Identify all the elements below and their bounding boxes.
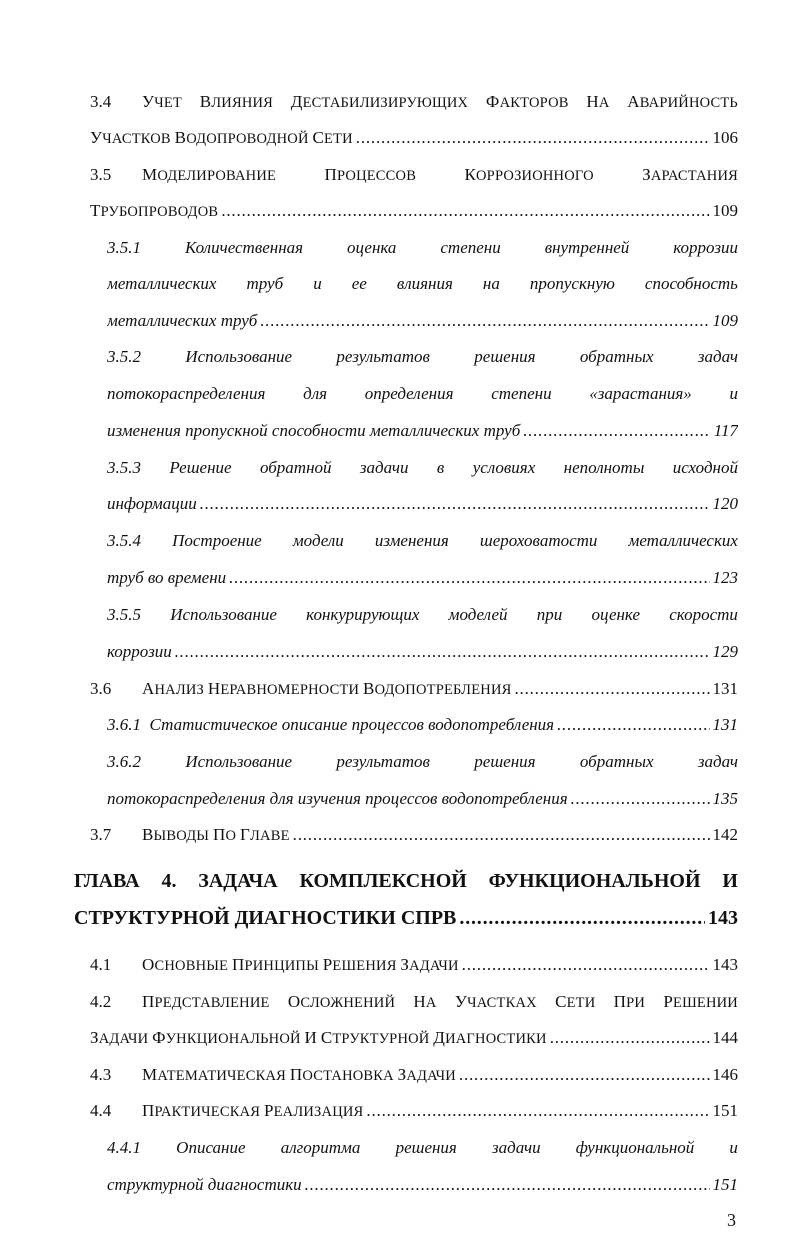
leader-dots	[175, 640, 710, 664]
leader-dots	[550, 1026, 710, 1050]
toc-entry-3-5-5-line2[interactable]: коррозии ..... 129	[107, 640, 738, 664]
toc-entry-3-4-line2[interactable]: УЧАСТКОВ ВОДОПРОВОДНОЙ СЕТИ ..... 106	[90, 126, 738, 150]
leader-dots	[462, 953, 710, 977]
section-number: 4.1	[90, 955, 112, 974]
leader-dots	[260, 309, 709, 333]
page-ref: 144	[712, 1028, 738, 1047]
toc-entry-3-5-line1: 3.5 МОДЕЛИРОВАНИЕ ПРОЦЕССОВ КОРРОЗИОННОГО ЗАРАСТАНИЯ	[90, 163, 738, 187]
section-number: 3.7	[90, 825, 112, 844]
toc-entry-3-5-3-line2[interactable]: информации ..... 120	[107, 492, 738, 516]
section-number: 3.6	[90, 679, 112, 698]
toc-entry-4-2-line2[interactable]: ЗАДАЧИ ФУНКЦИОНАЛЬНОЙ И СТРУКТУРНОЙ ДИАГНОСТИКИ ..... 144	[90, 1026, 738, 1050]
toc-entry-3-6-1[interactable]: 3.6.1 Статистическое описание процессов водопотребления ..... 131	[107, 713, 738, 737]
toc-entry-4-4[interactable]: 4.4 ПРАКТИЧЕСКАЯ РЕАЛИЗАЦИЯ ..... 151	[90, 1099, 738, 1123]
toc-entry-3-5-1-line1: 3.5.1 Количественная оценка степени внутренней коррозии	[107, 238, 738, 257]
section-number: 4.2	[90, 992, 112, 1011]
page-ref: 109	[712, 311, 738, 330]
leader-dots	[514, 677, 709, 701]
page-ref: 120	[712, 494, 738, 513]
page-ref: 142	[712, 825, 738, 844]
page-number: 3	[727, 1210, 736, 1230]
toc-entry-3-5-2-line2: потокораспределения для определения степени «зарастания» и	[107, 384, 738, 403]
toc-entry-4-4-1-line2[interactable]: структурной диагностики ..... 151	[107, 1173, 738, 1197]
toc-entry-4-4-1-line1: 4.4.1 Описание алгоритма решения задачи функциональной и	[107, 1138, 738, 1157]
section-number: 4.3	[90, 1065, 112, 1084]
page-ref: 135	[712, 789, 738, 808]
chapter-4-heading-line1: ГЛАВА 4. ЗАДАЧА КОМПЛЕКСНОЙ ФУНКЦИОНАЛЬНОЙ И	[74, 870, 738, 892]
page-ref: 123	[712, 568, 738, 587]
toc-entry-4-1[interactable]: 4.1 ОСНОВНЫЕ ПРИНЦИПЫ РЕШЕНИЯ ЗАДАЧИ ..... 143	[90, 953, 738, 977]
toc-entry-3-7[interactable]: 3.7 ВЫВОДЫ ПО ГЛАВЕ ..... 142	[90, 823, 738, 847]
toc-entry-3-5-3-line1: 3.5.3 Решение обратной задачи в условиях неполноты исходной	[107, 458, 738, 477]
leader-dots	[200, 492, 710, 516]
leader-dots	[459, 904, 705, 932]
toc-entry-3-5-2-line1: 3.5.2 Использование результатов решения обратных задач	[107, 347, 738, 366]
leader-dots	[459, 1063, 710, 1087]
leader-dots	[229, 566, 709, 590]
leader-dots	[366, 1099, 709, 1123]
leader-dots	[305, 1173, 710, 1197]
page-ref: 117	[713, 421, 738, 440]
toc-entry-3-6[interactable]: 3.6 АНАЛИЗ НЕРАВНОМЕРНОСТИ ВОДОПОТРЕБЛЕНИЯ ..... 131	[90, 677, 738, 701]
section-number: 3.4	[90, 92, 112, 111]
leader-dots	[221, 199, 709, 223]
section-number: 4.4	[90, 1101, 112, 1120]
toc-entry-3-4-line1: 3.4 УЧЕТ ВЛИЯНИЯ ДЕСТАБИЛИЗИРУЮЩИХ ФАКТОРОВ НА АВАРИЙНОСТЬ	[90, 90, 738, 114]
toc-entry-3-5-5-line1: 3.5.5 Использование конкурирующих моделей при оценке скорости	[107, 605, 738, 624]
section-number: 3.5	[90, 165, 112, 184]
leader-dots	[523, 419, 711, 443]
page-ref: 131	[712, 715, 738, 734]
toc-entry-3-5-line2[interactable]: ТРУБОПРОВОДОВ ..... 109	[90, 199, 738, 223]
page-ref: 129	[712, 642, 738, 661]
chapter-4-heading-line2[interactable]: СТРУКТУРНОЙ ДИАГНОСТИКИ СПРВ ..... 143	[74, 904, 738, 932]
leader-dots	[557, 713, 709, 737]
toc-entry-3-5-1-line2: металлических труб и ее влияния на пропускную способность	[107, 274, 738, 293]
toc-entry-3-5-4-line1: 3.5.4 Построение модели изменения шероховатости металлических	[107, 531, 738, 550]
toc-entry-4-2-line1: 4.2 ПРЕДСТАВЛЕНИЕ ОСЛОЖНЕНИЙ НА УЧАСТКАХ СЕТИ ПРИ РЕШЕНИИ	[90, 990, 738, 1014]
page-ref: 131	[712, 679, 738, 698]
page-ref: 146	[712, 1065, 738, 1084]
page-ref: 143	[708, 907, 738, 929]
leader-dots	[293, 823, 710, 847]
page-ref: 143	[712, 955, 738, 974]
toc-entry-3-6-2-line2[interactable]: потокораспределения для изучения процессов водопотребления ..... 135	[107, 787, 738, 811]
toc-entry-3-5-2-line3[interactable]: изменения пропускной способности металлических труб ..... 117	[107, 419, 738, 443]
leader-dots	[571, 787, 710, 811]
page-ref: 106	[712, 128, 738, 147]
page-ref: 151	[712, 1101, 738, 1120]
page-ref: 151	[712, 1175, 738, 1194]
leader-dots	[356, 126, 710, 150]
toc-entry-3-5-4-line2[interactable]: труб во времени ..... 123	[107, 566, 738, 590]
toc-entry-3-5-1-line3[interactable]: металлических труб ..... 109	[107, 309, 738, 333]
toc-entry-4-3[interactable]: 4.3 МАТЕМАТИЧЕСКАЯ ПОСТАНОВКА ЗАДАЧИ ..... 146	[90, 1063, 738, 1087]
toc-entry-3-6-2-line1: 3.6.2 Использование результатов решения обратных задач	[107, 752, 738, 771]
page-ref: 109	[712, 201, 738, 220]
